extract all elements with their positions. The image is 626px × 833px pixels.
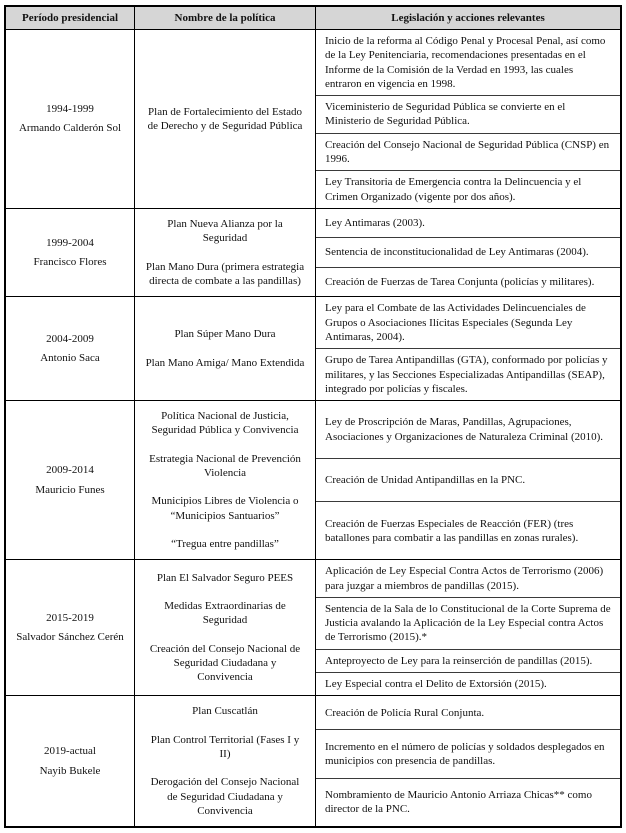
table-row — [6, 296, 620, 400]
legislation-item: Creación de Fuerzas de Tarea Conjunta (policías y militares). — [316, 267, 620, 296]
header-policy-name: Nombre de la política — [134, 7, 315, 29]
policy-item: Municipios Libres de Violencia o “Municipios Santuarios” — [151, 495, 299, 522]
period-years: 2015-2019 — [46, 611, 94, 624]
period-cell — [6, 560, 134, 695]
period-cell — [6, 696, 134, 826]
policy-cell — [134, 30, 315, 208]
table-body — [6, 29, 620, 826]
president-name: Antonio Saca — [40, 352, 100, 365]
policy-item: Estrategia Nacional de Prevención Violencia — [149, 452, 301, 480]
policy-item: Política Nacional de Justicia, Seguridad Pública y Convivencia — [151, 410, 299, 437]
legislation-item: Inicio de la reforma al Código Penal y Procesal Penal, así como de la Ley Penitenciaria, recomendaciones presentadas en el Informe de la Comisión de la Verdad en 1993, las cuales entraron en vigencia en 1998. — [325, 35, 606, 90]
president-name: Nayib Bukele — [39, 764, 101, 777]
president-name: Salvador Sánchez Cerén — [16, 631, 124, 644]
president-name: Mauricio Funes — [35, 483, 105, 496]
legislation-cell — [315, 560, 620, 695]
legislation-item: Anteproyecto de Ley para la reinserción de pandillas (2015). — [316, 649, 620, 672]
legislation-item: Ley para el Combate de las Actividades Delincuenciales de Grupos o Asociaciones Ilícitas Especiales (Segunda Ley Antimaras, 2004). — [325, 302, 586, 343]
policy-item: Creación del Consejo Nacional de Seguridad Ciudadana y Convivencia — [149, 642, 301, 684]
table-row — [6, 29, 620, 208]
legislation-item: Ley Especial contra el Delito de Extorsión (2015). — [316, 672, 620, 695]
policy-item: Plan de Fortalecimiento del Estado de Derecho y de Seguridad Pública — [147, 105, 303, 132]
policy-item: Plan Control Territorial (Fases I y II) — [150, 733, 300, 760]
legislation-item: Creación del Consejo Nacional de Seguridad Pública (CNSP) en 1996. — [316, 133, 620, 171]
president-name: Francisco Flores — [33, 256, 107, 269]
legislation-item: Sentencia de inconstitucionalidad de Ley Antimaras (2004). — [316, 237, 620, 266]
legislation-item: Incremento en el número de policías y soldados desplegados en municipios con presencia de pandillas. — [316, 729, 620, 777]
period-cell — [6, 401, 134, 559]
legislation-item: Sentencia de la Sala de lo Constitucional de la Corte Suprema de Justicia avalando la Aplicación de la Ley Especial contra Actos de Terrorismo (2015).* — [316, 597, 620, 649]
policy-item: Medidas Extraordinarias de Seguridad — [164, 600, 286, 627]
period-cell — [6, 297, 134, 400]
policy-item: Derogación del Consejo Nacional de Seguridad Ciudadana y Convivencia — [150, 776, 300, 817]
president-name: Armando Calderón Sol — [18, 122, 122, 135]
legislation-item: Ley de Proscripción de Maras, Pandillas, Agrupaciones, Asociaciones y Organizaciones de Naturaleza Criminal (2010). — [325, 416, 604, 443]
period-years: 2019-actual — [44, 745, 96, 758]
table-header-row — [6, 7, 620, 29]
legislation-item: Ley Antimaras (2003). — [325, 217, 425, 230]
policy-cell — [134, 696, 315, 826]
policy-item: Plan Mano Dura (primera estrategia directa de combate a las pandillas) — [145, 260, 305, 287]
policy-item: Plan Cuscatlán — [192, 705, 258, 718]
policy-item: “Tregua entre pandillas” — [171, 537, 279, 550]
period-years: 2009-2014 — [46, 464, 94, 477]
legislation-cell — [315, 209, 620, 296]
legislation-cell — [315, 30, 620, 208]
period-years: 1994-1999 — [46, 103, 94, 116]
policy-table — [4, 5, 622, 828]
legislation-cell — [315, 297, 620, 400]
policy-item: Plan Nueva Alianza por la Seguridad — [167, 217, 283, 245]
legislation-item: Creación de Unidad Antipandillas en la PNC. — [316, 458, 620, 502]
policy-item: Plan Mano Amiga/ Mano Extendida — [145, 356, 305, 369]
legislation-item: Aplicación de Ley Especial Contra Actos de Terrorismo (2006) para juzgar a miembros de pandillas (2015). — [325, 565, 604, 592]
legislation-cell — [315, 401, 620, 559]
policy-item: Plan Súper Mano Dura — [174, 328, 276, 341]
legislation-item: Nombramiento de Mauricio Antonio Arriaza Chicas** como director de la PNC. — [316, 778, 620, 826]
table-row — [6, 559, 620, 695]
legislation-item: Creación de Fuerzas Especiales de Reacción (FER) (tres batallones para combatir a las pandillas en zonas rurales). — [316, 501, 620, 559]
header-legislation: Legislación y acciones relevantes — [315, 7, 620, 29]
legislation-item: Grupo de Tarea Antipandillas (GTA), conformado por policías y militares, y las Secciones Especializadas Antipandillas (SEAP), integrado por policías y fiscales. — [316, 348, 620, 400]
policy-item: Plan El Salvador Seguro PEES — [156, 571, 294, 584]
policy-cell — [134, 297, 315, 400]
table-row — [6, 695, 620, 826]
table-row — [6, 208, 620, 296]
period-cell — [6, 209, 134, 296]
policy-cell — [134, 560, 315, 695]
legislation-item: Creación de Policía Rural Conjunta. — [325, 706, 485, 719]
legislation-item: Viceministerio de Seguridad Pública se convierte en el Ministerio de Seguridad Pública. — [316, 95, 620, 133]
period-years: 2004-2009 — [46, 332, 94, 345]
policy-cell — [134, 401, 315, 559]
policy-cell — [134, 209, 315, 296]
legislation-cell — [315, 696, 620, 826]
period-years: 1999-2004 — [46, 236, 94, 249]
period-cell — [6, 30, 134, 208]
table-row — [6, 400, 620, 559]
legislation-item: Ley Transitoria de Emergencia contra la Delincuencia y el Crimen Organizado (vigente por dos años). — [316, 170, 620, 208]
header-period: Período presidencial — [21, 12, 119, 24]
